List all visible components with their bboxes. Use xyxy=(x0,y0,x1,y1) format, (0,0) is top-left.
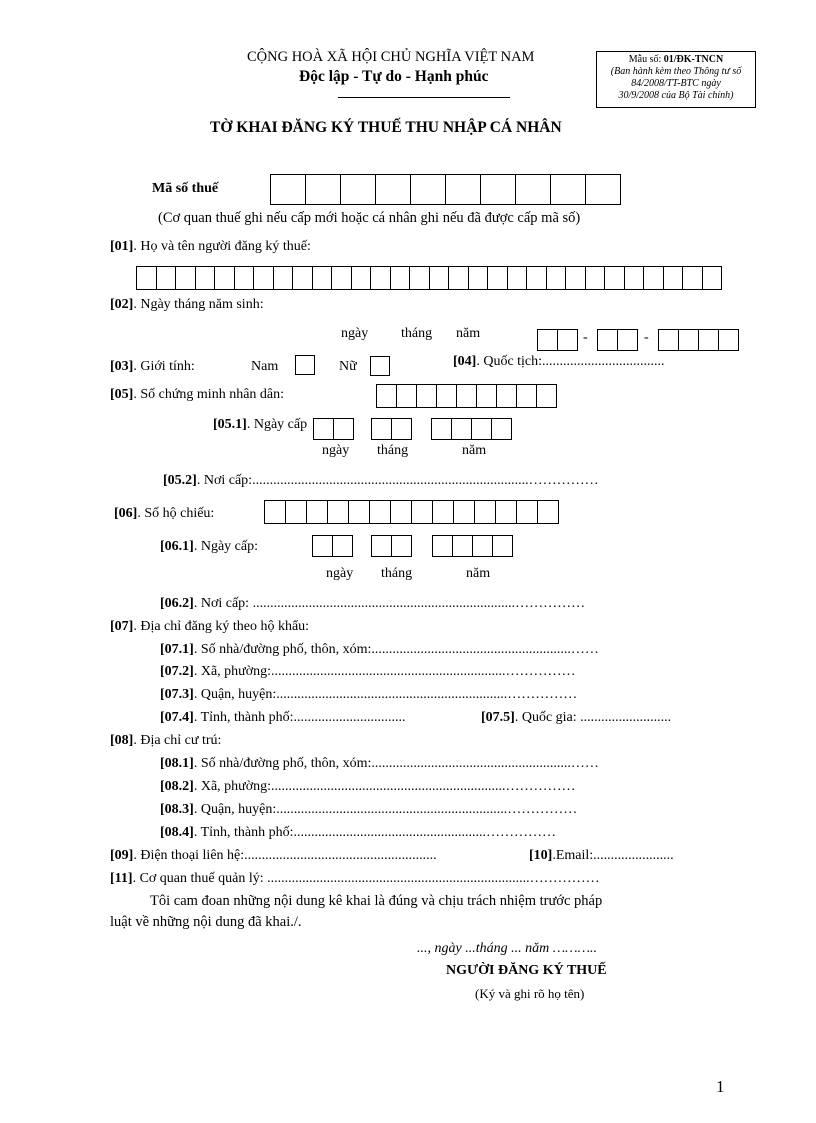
tax-code-boxes[interactable] xyxy=(270,174,621,205)
char-box[interactable] xyxy=(214,266,235,290)
char-box[interactable] xyxy=(718,329,739,351)
passport-issue-year-boxes[interactable] xyxy=(432,535,513,557)
char-box[interactable] xyxy=(410,174,446,205)
char-box[interactable] xyxy=(536,384,557,408)
field-08-4-label: . Tỉnh, thành phố: xyxy=(193,825,294,840)
char-box[interactable] xyxy=(195,266,216,290)
field-02-number: [02] xyxy=(110,297,134,312)
field-11-number: [11] xyxy=(110,871,133,886)
full-name-boxes[interactable] xyxy=(136,266,722,290)
field-05-number: [05] xyxy=(110,387,134,402)
field-11-label: . Cơ quan thuế quản lý: xyxy=(132,871,264,886)
field-07-label: . Địa chỉ đăng ký theo hộ khẩu: xyxy=(133,619,310,634)
field-05-1-number: [05.1] xyxy=(213,417,247,432)
char-box[interactable] xyxy=(476,384,497,408)
passport-issue-month-boxes[interactable] xyxy=(371,535,412,557)
char-box[interactable] xyxy=(557,329,578,351)
char-box[interactable] xyxy=(370,266,391,290)
char-box[interactable] xyxy=(658,329,679,351)
id-issue-day-label: ngày xyxy=(322,443,350,458)
field-10-label: .Email: xyxy=(552,848,594,863)
char-box[interactable] xyxy=(550,174,586,205)
dob-year-label: năm xyxy=(456,326,481,341)
permanent-ward-dots[interactable]: ...................................................................…………… xyxy=(271,664,576,679)
dob-month-label: tháng xyxy=(401,326,433,341)
char-box[interactable] xyxy=(472,535,493,557)
residence-ward-dots[interactable]: ...................................................................…………… xyxy=(271,779,576,794)
field-07-4-label: . Tỉnh, thành phố: xyxy=(193,710,294,725)
char-box[interactable] xyxy=(375,174,411,205)
char-box[interactable] xyxy=(390,500,412,524)
char-box[interactable] xyxy=(451,418,472,440)
field-07-number: [07] xyxy=(110,619,134,634)
field-06-2-number: [06.2] xyxy=(160,596,194,611)
field-08-3-label: . Quận, huyện: xyxy=(193,802,277,817)
field-07-2-number: [07.2] xyxy=(160,664,194,679)
char-box[interactable] xyxy=(371,418,392,440)
field-08-1-label: . Số nhà/đường phố, thôn, xóm: xyxy=(193,756,372,771)
field-06-2-label: . Nơi cấp: xyxy=(193,596,250,611)
char-box[interactable] xyxy=(585,266,606,290)
field-07-1-number: [07.1] xyxy=(160,642,194,657)
gender-female-label: Nữ xyxy=(339,359,357,374)
char-box[interactable] xyxy=(348,500,370,524)
char-box[interactable] xyxy=(312,535,333,557)
field-07-3-label: . Quận, huyện: xyxy=(193,687,277,702)
field-07-5-label: . Quốc gia: xyxy=(514,710,577,725)
field-07-4-number: [07.4] xyxy=(160,710,194,725)
char-box[interactable] xyxy=(376,384,397,408)
nationality-dots[interactable]: ................................... xyxy=(542,354,665,369)
char-box[interactable] xyxy=(313,418,334,440)
passport-issue-place-dots[interactable]: ...........................................................................…………… xyxy=(249,596,586,611)
field-05-1-label: . Ngày cấp xyxy=(246,417,308,432)
char-box[interactable] xyxy=(432,535,453,557)
char-box[interactable] xyxy=(445,174,481,205)
field-05-2-label: . Nơi cấp: xyxy=(196,473,253,488)
char-box[interactable] xyxy=(234,266,255,290)
field-08-number: [08] xyxy=(110,733,134,748)
id-issue-year-label: năm xyxy=(462,443,487,458)
field-08-label: . Địa chỉ cư trú: xyxy=(133,733,222,748)
char-box[interactable] xyxy=(333,418,354,440)
id-issue-month-label: tháng xyxy=(377,443,409,458)
page-title: TỜ KHAI ĐĂNG KÝ THUẾ THU NHẬP CÁ NHÂN xyxy=(210,119,562,136)
id-number-boxes[interactable] xyxy=(376,384,557,408)
char-box[interactable] xyxy=(312,266,333,290)
char-box[interactable] xyxy=(327,500,349,524)
char-box[interactable] xyxy=(136,266,157,290)
char-box[interactable] xyxy=(456,384,477,408)
field-06-number: [06] xyxy=(114,506,138,521)
char-box[interactable] xyxy=(391,535,412,557)
id-issue-day-boxes[interactable] xyxy=(313,418,354,440)
passport-issue-day-boxes[interactable] xyxy=(312,535,353,557)
field-07-2-label: . Xã, phường: xyxy=(193,664,272,679)
dob-separator-1: - xyxy=(583,330,588,345)
char-box[interactable] xyxy=(416,384,437,408)
char-box[interactable] xyxy=(546,266,567,290)
motto-underline xyxy=(338,97,510,98)
declaration-line-1: Tôi cam đoan những nội dung kê khai là đúng và chịu trách nhiệm trước pháp xyxy=(150,893,603,909)
signature-note: (Ký và ghi rõ họ tên) xyxy=(475,986,585,1001)
permanent-country-dots[interactable]: .......................... xyxy=(576,710,672,725)
char-box[interactable] xyxy=(515,174,551,205)
char-box[interactable] xyxy=(436,384,457,408)
char-box[interactable] xyxy=(411,500,433,524)
char-box[interactable] xyxy=(292,266,313,290)
char-box[interactable] xyxy=(663,266,684,290)
char-box[interactable] xyxy=(391,418,412,440)
dob-day-label: ngày xyxy=(341,326,369,341)
char-box[interactable] xyxy=(678,329,699,351)
country-name: CỘNG HOÀ XÃ HỘI CHỦ NGHĨA VIỆT NAM xyxy=(247,49,535,65)
field-07-5-number: [07.5] xyxy=(481,710,515,725)
char-box[interactable] xyxy=(351,266,372,290)
char-box[interactable] xyxy=(698,329,719,351)
field-08-1-number: [08.1] xyxy=(160,756,194,771)
tax-code-label: Mã số thuế xyxy=(152,181,219,196)
field-05-label: . Số chứng minh nhân dân: xyxy=(133,387,285,402)
char-box[interactable] xyxy=(492,535,513,557)
permanent-district-dots[interactable]: ..................................................................…………… xyxy=(276,687,578,702)
char-box[interactable] xyxy=(390,266,411,290)
char-box[interactable] xyxy=(175,266,196,290)
char-box[interactable] xyxy=(340,174,376,205)
field-06-1-label: . Ngày cấp: xyxy=(193,539,258,554)
char-box[interactable] xyxy=(507,266,528,290)
permanent-province-dots[interactable]: ................................ xyxy=(293,710,406,725)
char-box[interactable] xyxy=(431,418,452,440)
signature-date-line: ..., ngày ...tháng ... năm ……….. xyxy=(417,941,598,956)
char-box[interactable] xyxy=(474,500,496,524)
char-box[interactable] xyxy=(468,266,489,290)
char-box[interactable] xyxy=(369,500,391,524)
char-box[interactable] xyxy=(565,266,586,290)
char-box[interactable] xyxy=(285,500,307,524)
field-09-label: . Điện thoại liên hệ: xyxy=(133,848,245,863)
char-box[interactable] xyxy=(253,266,274,290)
field-08-3-number: [08.3] xyxy=(160,802,194,817)
char-box[interactable] xyxy=(331,266,352,290)
char-box[interactable] xyxy=(487,266,508,290)
char-box[interactable] xyxy=(371,535,392,557)
char-box[interactable] xyxy=(604,266,625,290)
form-code-box xyxy=(596,51,756,108)
residence-district-dots[interactable]: ..................................................................…………… xyxy=(276,802,578,817)
char-box[interactable] xyxy=(409,266,430,290)
field-06-1-number: [06.1] xyxy=(160,539,194,554)
national-motto: Độc lập - Tự do - Hạnh phúc xyxy=(299,68,489,85)
page-number: 1 xyxy=(716,1077,725,1096)
char-box[interactable] xyxy=(305,174,341,205)
declaration-line-2: luật về những nội dung đã khai./. xyxy=(110,914,302,930)
char-box[interactable] xyxy=(537,329,558,351)
char-box[interactable] xyxy=(643,266,664,290)
dob-day-boxes[interactable] xyxy=(537,329,578,351)
residence-street-dots[interactable]: .........................................................…… xyxy=(371,756,599,771)
field-04-label: . Quốc tịch: xyxy=(476,354,543,369)
char-box[interactable] xyxy=(396,384,417,408)
char-box[interactable] xyxy=(516,384,537,408)
gender-male-checkbox[interactable] xyxy=(295,355,315,375)
field-08-4-number: [08.4] xyxy=(160,825,194,840)
char-box[interactable] xyxy=(496,384,517,408)
char-box[interactable] xyxy=(273,266,294,290)
signature-title: NGƯỜI ĐĂNG KÝ THUẾ xyxy=(446,963,607,978)
char-box[interactable] xyxy=(526,266,547,290)
char-box[interactable] xyxy=(624,266,645,290)
passport-issue-month-label: tháng xyxy=(381,566,413,581)
char-box[interactable] xyxy=(682,266,703,290)
char-box[interactable] xyxy=(702,266,723,290)
field-07-1-label: . Số nhà/đường phố, thôn, xóm: xyxy=(193,642,372,657)
dob-year-boxes[interactable] xyxy=(658,329,739,351)
tax-code-note: (Cơ quan thuế ghi nếu cấp mới hoặc cá nhân ghi nếu đã được cấp mã số) xyxy=(158,210,581,226)
residence-province-dots[interactable]: .......................................................…………… xyxy=(293,825,557,840)
char-box[interactable] xyxy=(270,174,306,205)
form-code: 01/ĐK-TNCN xyxy=(663,54,724,65)
form-code-prefix: Mẫu số: xyxy=(628,54,664,65)
gender-male-label: Nam xyxy=(251,359,279,374)
char-box[interactable] xyxy=(491,418,512,440)
char-box[interactable] xyxy=(617,329,638,351)
char-box[interactable] xyxy=(537,500,559,524)
gender-female-checkbox[interactable] xyxy=(370,356,390,376)
char-box[interactable] xyxy=(453,500,475,524)
form-code-line2: 84/2008/TT-BTC ngày xyxy=(631,78,721,89)
field-09-number: [09] xyxy=(110,848,134,863)
field-03-number: [03] xyxy=(110,359,134,374)
field-04-number: [04] xyxy=(453,354,477,369)
field-03-label: . Giới tính: xyxy=(133,359,195,374)
field-05-2-number: [05.2] xyxy=(163,473,197,488)
id-issue-month-boxes[interactable] xyxy=(371,418,412,440)
char-box[interactable] xyxy=(432,500,454,524)
passport-issue-day-label: ngày xyxy=(326,566,354,581)
dob-month-boxes[interactable] xyxy=(597,329,638,351)
form-code-line3: 30/9/2008 của Bộ Tài chính) xyxy=(618,90,734,101)
char-box[interactable] xyxy=(516,500,538,524)
char-box[interactable] xyxy=(495,500,517,524)
tax-office-dots[interactable]: ...........................................................................…………… xyxy=(263,871,600,886)
field-06-label: . Số hộ chiếu: xyxy=(137,506,215,521)
permanent-street-dots[interactable]: .........................................................…… xyxy=(371,642,599,657)
field-02-label: . Ngày tháng năm sinh: xyxy=(133,297,264,312)
char-box[interactable] xyxy=(448,266,469,290)
char-box[interactable] xyxy=(306,500,328,524)
phone-dots[interactable]: ....................................................... xyxy=(244,848,437,863)
char-box[interactable] xyxy=(597,329,618,351)
field-08-2-label: . Xã, phường: xyxy=(193,779,272,794)
char-box[interactable] xyxy=(452,535,473,557)
passport-issue-year-label: năm xyxy=(466,566,491,581)
char-box[interactable] xyxy=(471,418,492,440)
char-box[interactable] xyxy=(585,174,621,205)
char-box[interactable] xyxy=(332,535,353,557)
char-box[interactable] xyxy=(156,266,177,290)
field-10-number: [10] xyxy=(529,848,553,863)
id-issue-place-dots[interactable]: ...............................................................................…………… xyxy=(252,473,599,488)
passport-number-boxes[interactable] xyxy=(264,500,559,524)
email-dots[interactable]: ....................... xyxy=(593,848,674,863)
field-01-number: [01] xyxy=(110,239,134,254)
field-08-2-number: [08.2] xyxy=(160,779,194,794)
char-box[interactable] xyxy=(429,266,450,290)
dob-separator-2: - xyxy=(644,330,649,345)
field-07-3-number: [07.3] xyxy=(160,687,194,702)
id-issue-year-boxes[interactable] xyxy=(431,418,512,440)
form-code-line1: (Ban hành kèm theo Thông tư số xyxy=(610,66,742,77)
char-box[interactable] xyxy=(264,500,286,524)
char-box[interactable] xyxy=(480,174,516,205)
field-01-label: . Họ và tên người đăng ký thuế: xyxy=(133,239,311,254)
